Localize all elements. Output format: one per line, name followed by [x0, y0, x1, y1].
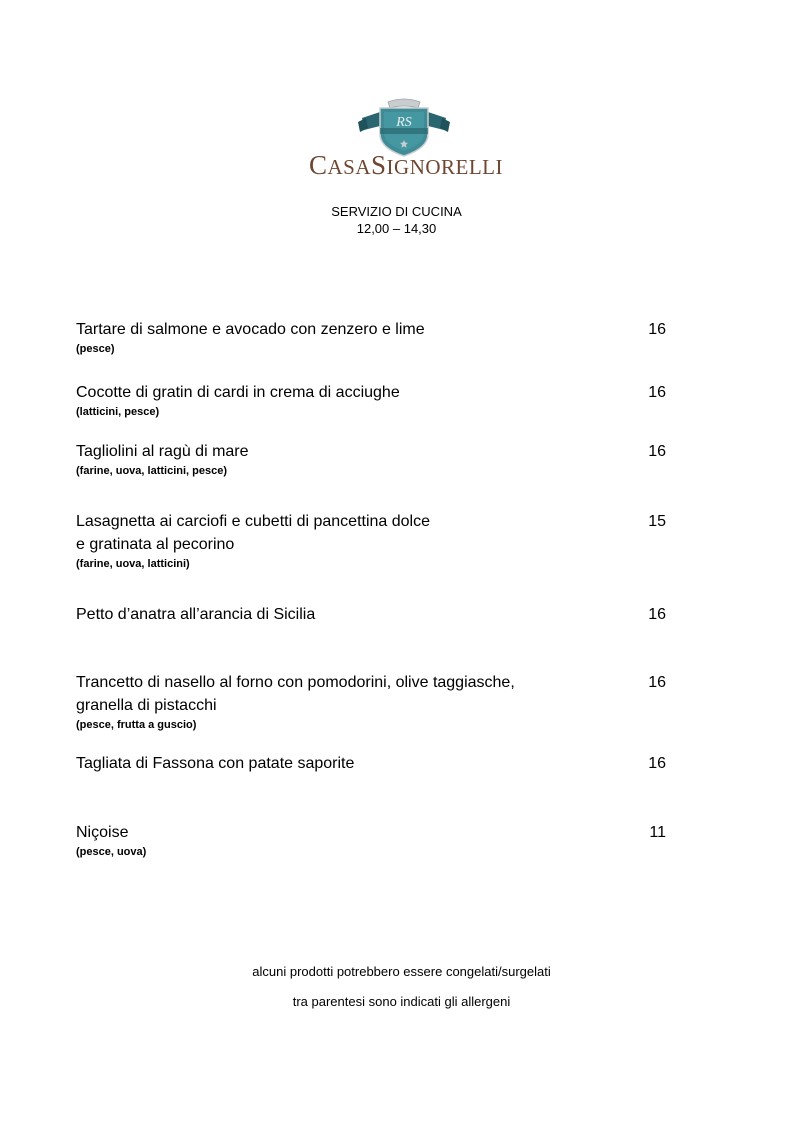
menu-item-name: Trancetto di nasello al forno con pomodorini, olive taggiasche, — [76, 674, 515, 691]
service-hours: 12,00 – 14,30 — [356, 221, 437, 236]
svg-text:RS: RS — [396, 115, 412, 130]
menu-item-name-continued: e gratinata al pecorino — [76, 536, 235, 553]
menu-item-name: Niçoise — [76, 824, 129, 841]
menu-item-price: 16 — [648, 384, 666, 401]
menu-item-name: Cocotte di gratin di cardi in crema di acciughe — [76, 384, 400, 401]
menu-item — [76, 671, 666, 733]
menu-item-name-continued: granella di pistacchi — [76, 697, 217, 714]
crest-monogram — [358, 96, 450, 158]
menu-item — [76, 510, 666, 572]
menu-item-price: 16 — [648, 755, 666, 772]
wordmark-first: CASA — [308, 150, 371, 180]
menu-item-price: 11 — [649, 824, 666, 841]
allergens-note: tra parentesi sono indicati gli allergeni — [292, 994, 511, 1009]
menu-item-price: 16 — [648, 674, 666, 691]
menu-item — [76, 603, 666, 626]
restaurant-logo — [296, 96, 516, 186]
menu-item-allergens: (farine, uova, latticini) — [76, 558, 190, 570]
menu-item-allergens: (latticini, pesce) — [76, 406, 160, 418]
menu-item-allergens: (pesce, frutta a guscio) — [76, 719, 197, 731]
wordmark-second: SIGNORELLI — [371, 150, 504, 180]
service-title: SERVIZIO DI CUCINA — [331, 204, 462, 219]
menu-item-price: 16 — [648, 606, 666, 623]
menu-item-price: 16 — [648, 443, 666, 460]
menu-item-name: Tartare di salmone e avocado con zenzero e lime — [76, 321, 425, 338]
menu-item-price: 15 — [648, 513, 666, 530]
wordmark — [296, 150, 516, 182]
menu-item — [76, 381, 666, 420]
menu-item-name: Lasagnetta ai carciofi e cubetti di pancettina dolce — [76, 513, 431, 530]
menu-item-price: 16 — [648, 321, 666, 338]
menu-item — [76, 821, 666, 860]
menu-item-name: Petto d’anatra all’arancia di Sicilia — [76, 606, 316, 623]
menu-item-allergens: (pesce, uova) — [76, 846, 147, 858]
menu-item — [76, 440, 666, 479]
menu-item — [76, 318, 666, 357]
menu-item-name: Tagliata di Fassona con patate saporite — [76, 755, 355, 772]
menu-item-allergens: (farine, uova, latticini, pesce) — [76, 465, 227, 477]
frozen-products-note: alcuni prodotti potrebbero essere congelati/surgelati — [252, 964, 551, 979]
menu-item-name: Tagliolini al ragù di mare — [76, 443, 249, 460]
menu-item — [76, 752, 666, 775]
menu-item-allergens: (pesce) — [76, 343, 115, 355]
